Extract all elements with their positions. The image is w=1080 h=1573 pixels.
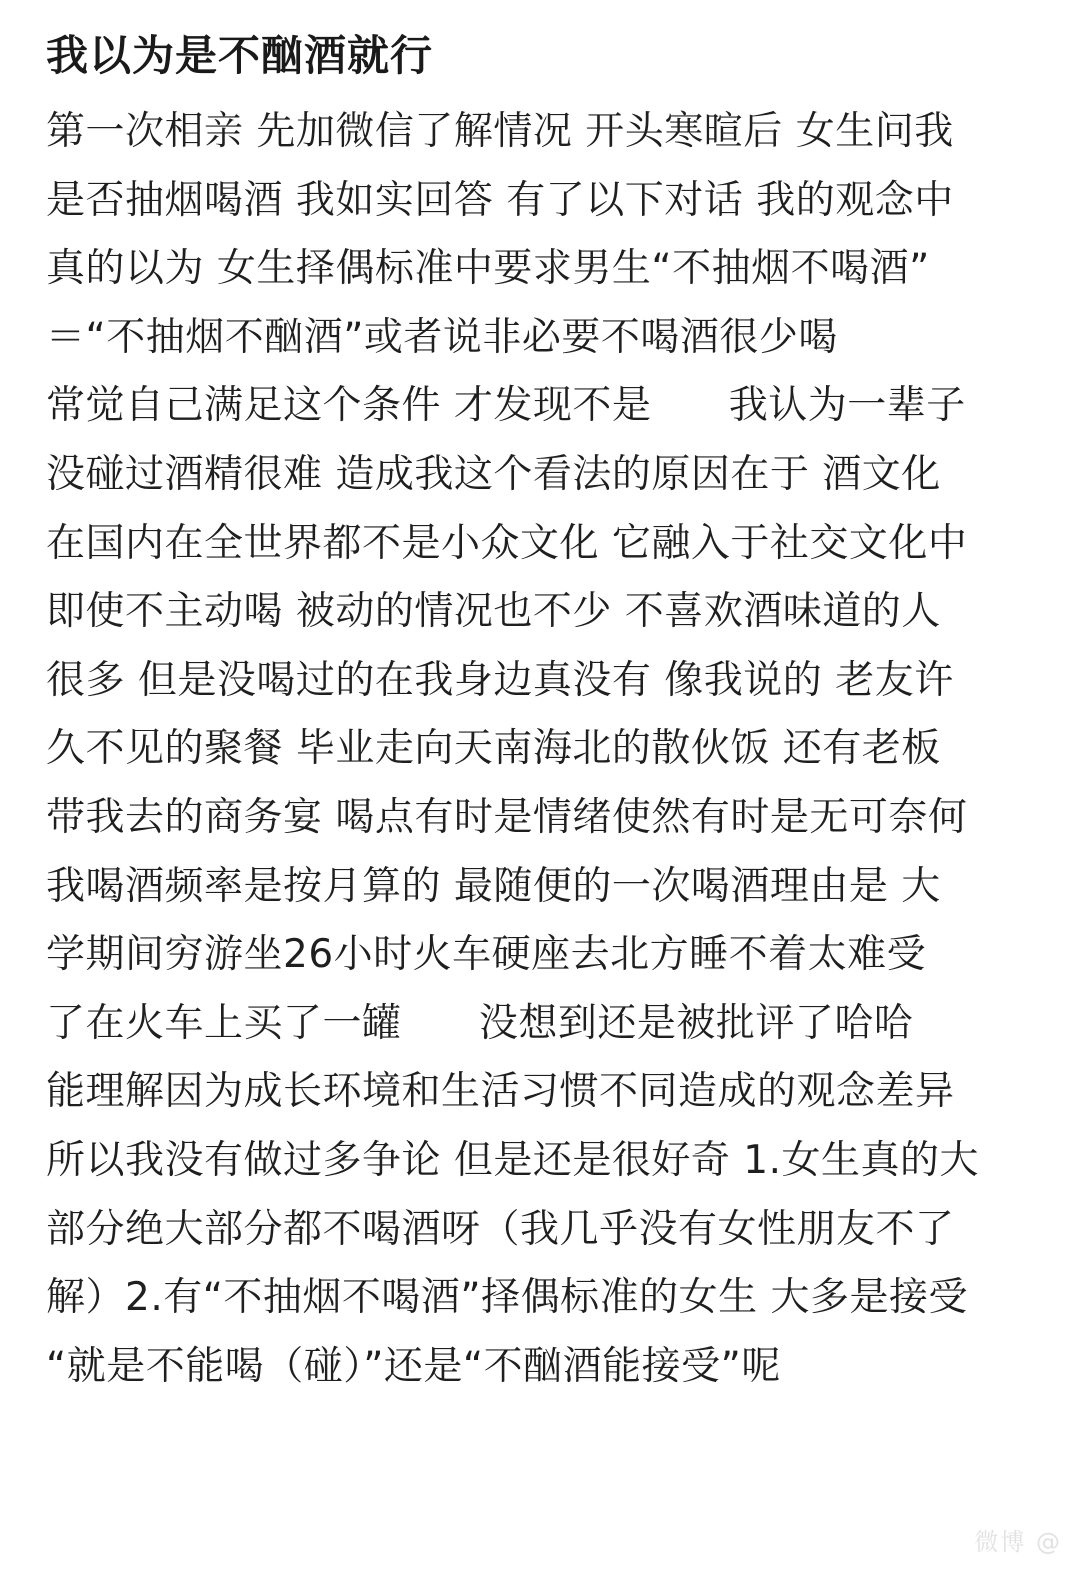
post-line: ＝“不抽烟不酗酒”或者说非必要不喝酒很少喝 xyxy=(46,314,838,360)
post-line: 是否抽烟喝酒 我如实回答 有了以下对话 我的观念中 xyxy=(46,177,954,223)
post-line: 部分绝大部分都不喝酒呀（我几乎没有女性朋友不了 xyxy=(46,1206,955,1252)
post-line: 带我去的商务宴 喝点有时是情绪使然有时是无可奈何 xyxy=(46,794,968,840)
post-body xyxy=(46,98,1046,1401)
post-line: 我喝酒频率是按月算的 最随便的一次喝酒理由是 大 xyxy=(46,863,941,909)
watermark-text: 微博 @ xyxy=(974,1528,1062,1556)
post-line: 真的以为 女生择偶标准中要求男生“不抽烟不喝酒” xyxy=(46,246,930,292)
post-line: 第一次相亲 先加微信了解情况 开头寒暄后 女生问我 xyxy=(46,109,954,154)
post-title: 我以为是不酗酒就行 xyxy=(46,31,434,80)
post-container xyxy=(46,26,1046,1401)
post-line: 解）2.有“不抽烟不喝酒”择偶标准的女生 大多是接受 xyxy=(46,1275,969,1321)
post-line: 常觉自己满足这个条件 才发现不是 我认为一辈子 xyxy=(46,383,966,429)
post-line: “就是不能喝（碰）”还是“不酗酒能接受”呢 xyxy=(46,1343,781,1389)
post-line: 了在火车上买了一罐 没想到还是被批评了哈哈 xyxy=(46,1000,914,1046)
post-line: 很多 但是没喝过的在我身边真没有 像我说的 老友许 xyxy=(46,657,954,703)
post-line: 在国内在全世界都不是小众文化 它融入于社交文化中 xyxy=(46,520,968,566)
post-line: 没碰过酒精很难 造成我这个看法的原因在于 酒文化 xyxy=(46,451,941,497)
post-line: 即使不主动喝 被动的情况也不少 不喜欢酒味道的人 xyxy=(46,589,941,635)
post-line: 久不见的聚餐 毕业走向天南海北的散伙饭 还有老板 xyxy=(46,726,941,772)
post-line: 能理解因为成长环境和生活习惯不同造成的观念差异 xyxy=(46,1069,955,1115)
post-line: 所以我没有做过多争论 但是还是很好奇 1.女生真的大 xyxy=(46,1137,980,1183)
post-line: 学期间穷游坐26小时火车硬座去北方睡不着太难受 xyxy=(46,932,927,978)
